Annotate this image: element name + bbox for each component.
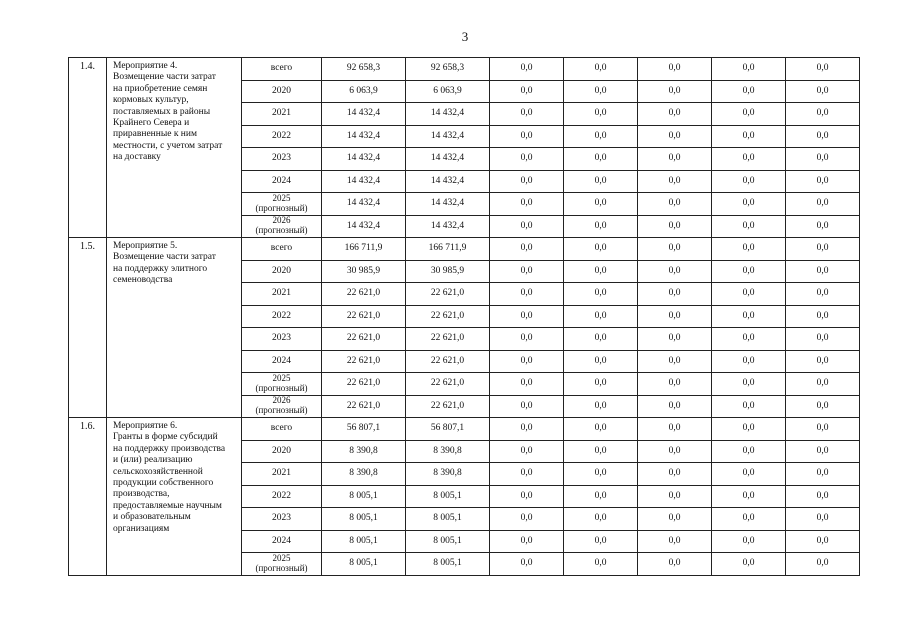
description-line: и образовательным <box>113 512 191 523</box>
amount-cell: 0,0 <box>490 215 564 238</box>
total-amount-cell: 22 621,0 <box>322 305 406 328</box>
budget-amount-cell: 14 432,4 <box>406 148 490 171</box>
description-line: на приобретение семян <box>113 83 208 94</box>
amount-cell: 0,0 <box>638 463 712 486</box>
amount-cell: 0,0 <box>786 508 860 531</box>
amount-cell: 0,0 <box>638 238 712 261</box>
period-note: (прогнозный) <box>255 225 308 236</box>
amount-cell: 0,0 <box>490 440 564 463</box>
amount-cell: 0,0 <box>564 260 638 283</box>
amount-cell: 0,0 <box>786 440 860 463</box>
description-line: Крайнего Севера и <box>113 117 190 128</box>
amount-cell: 0,0 <box>564 80 638 103</box>
table-row <box>69 58 860 81</box>
amount-cell: 0,0 <box>564 463 638 486</box>
description-line: и (или) реализацию <box>113 455 193 466</box>
amount-cell: 0,0 <box>564 125 638 148</box>
amount-cell: 0,0 <box>786 553 860 576</box>
amount-cell: 0,0 <box>638 80 712 103</box>
item-code: 1.5. <box>69 238 107 418</box>
amount-cell: 0,0 <box>490 350 564 373</box>
amount-cell: 0,0 <box>712 283 786 306</box>
budget-amount-cell: 166 711,9 <box>406 238 490 261</box>
period-year: 2025 <box>272 192 291 203</box>
budget-amount-cell: 92 658,3 <box>406 58 490 81</box>
amount-cell: 0,0 <box>786 350 860 373</box>
budget-amount-cell: 14 432,4 <box>406 193 490 216</box>
period-cell: 2024 <box>242 530 322 553</box>
amount-cell: 0,0 <box>786 148 860 171</box>
total-amount-cell: 8 390,8 <box>322 463 406 486</box>
description-line: на доставку <box>113 152 161 163</box>
amount-cell: 0,0 <box>786 373 860 396</box>
total-amount-cell: 14 432,4 <box>322 148 406 171</box>
table-row <box>69 418 860 441</box>
budget-amount-cell: 56 807,1 <box>406 418 490 441</box>
budget-amount-cell: 8 005,1 <box>406 553 490 576</box>
amount-cell: 0,0 <box>638 170 712 193</box>
budget-amount-cell: 14 432,4 <box>406 215 490 238</box>
amount-cell: 0,0 <box>490 395 564 418</box>
amount-cell: 0,0 <box>712 260 786 283</box>
period-cell: всего <box>242 58 322 81</box>
description-line: поставляемых в районы <box>113 106 211 117</box>
budget-amount-cell: 8 005,1 <box>406 485 490 508</box>
amount-cell: 0,0 <box>638 283 712 306</box>
amount-cell: 0,0 <box>638 305 712 328</box>
description-line: Возмещение части затрат <box>113 252 216 263</box>
description-line: приравненные к ним <box>113 129 197 140</box>
period-cell: всего <box>242 418 322 441</box>
amount-cell: 0,0 <box>638 440 712 463</box>
amount-cell: 0,0 <box>490 103 564 126</box>
total-amount-cell: 6 063,9 <box>322 80 406 103</box>
amount-cell: 0,0 <box>712 440 786 463</box>
item-description <box>107 58 242 238</box>
period-cell: 2022 <box>242 305 322 328</box>
description-line: семеноводства <box>113 275 173 286</box>
budget-amount-cell: 14 432,4 <box>406 103 490 126</box>
description-line: Мероприятие 4. <box>113 61 178 71</box>
amount-cell: 0,0 <box>712 418 786 441</box>
period-cell <box>242 553 322 576</box>
amount-cell: 0,0 <box>712 58 786 81</box>
total-amount-cell: 8 005,1 <box>322 485 406 508</box>
amount-cell: 0,0 <box>638 260 712 283</box>
amount-cell: 0,0 <box>712 80 786 103</box>
amount-cell: 0,0 <box>638 395 712 418</box>
amount-cell: 0,0 <box>712 125 786 148</box>
amount-cell: 0,0 <box>490 553 564 576</box>
amount-cell: 0,0 <box>490 508 564 531</box>
budget-amount-cell: 22 621,0 <box>406 305 490 328</box>
budget-amount-cell: 14 432,4 <box>406 125 490 148</box>
amount-cell: 0,0 <box>564 485 638 508</box>
description-line: Мероприятие 6. <box>113 421 178 431</box>
period-cell <box>242 373 322 396</box>
description-line: Возмещение части затрат <box>113 72 216 83</box>
period-cell: 2024 <box>242 350 322 373</box>
amount-cell: 0,0 <box>564 373 638 396</box>
total-amount-cell: 22 621,0 <box>322 373 406 396</box>
amount-cell: 0,0 <box>712 395 786 418</box>
total-amount-cell: 22 621,0 <box>322 350 406 373</box>
period-cell: 2021 <box>242 463 322 486</box>
total-amount-cell: 56 807,1 <box>322 418 406 441</box>
budget-amount-cell: 8 390,8 <box>406 463 490 486</box>
amount-cell: 0,0 <box>564 530 638 553</box>
amount-cell: 0,0 <box>712 463 786 486</box>
budget-amount-cell: 22 621,0 <box>406 350 490 373</box>
amount-cell: 0,0 <box>490 485 564 508</box>
amount-cell: 0,0 <box>786 215 860 238</box>
amount-cell: 0,0 <box>786 485 860 508</box>
amount-cell: 0,0 <box>638 193 712 216</box>
amount-cell: 0,0 <box>490 125 564 148</box>
total-amount-cell: 14 432,4 <box>322 193 406 216</box>
amount-cell: 0,0 <box>638 328 712 351</box>
period-cell: 2020 <box>242 260 322 283</box>
total-amount-cell: 22 621,0 <box>322 395 406 418</box>
amount-cell: 0,0 <box>638 58 712 81</box>
amount-cell: 0,0 <box>712 103 786 126</box>
amount-cell: 0,0 <box>564 103 638 126</box>
amount-cell: 0,0 <box>564 193 638 216</box>
item-description <box>107 418 242 576</box>
period-note: (прогнозный) <box>255 382 308 393</box>
amount-cell: 0,0 <box>564 440 638 463</box>
total-amount-cell: 8 390,8 <box>322 440 406 463</box>
amount-cell: 0,0 <box>564 215 638 238</box>
item-description <box>107 238 242 418</box>
amount-cell: 0,0 <box>564 395 638 418</box>
amount-cell: 0,0 <box>786 125 860 148</box>
amount-cell: 0,0 <box>638 485 712 508</box>
total-amount-cell: 14 432,4 <box>322 215 406 238</box>
amount-cell: 0,0 <box>490 170 564 193</box>
amount-cell: 0,0 <box>712 328 786 351</box>
total-amount-cell: 166 711,9 <box>322 238 406 261</box>
period-cell: 2022 <box>242 485 322 508</box>
funding-table <box>68 57 860 576</box>
amount-cell: 0,0 <box>786 328 860 351</box>
amount-cell: 0,0 <box>638 215 712 238</box>
amount-cell: 0,0 <box>490 463 564 486</box>
budget-amount-cell: 22 621,0 <box>406 283 490 306</box>
budget-amount-cell: 22 621,0 <box>406 373 490 396</box>
amount-cell: 0,0 <box>786 395 860 418</box>
item-code: 1.4. <box>69 58 107 238</box>
period-cell: 2020 <box>242 440 322 463</box>
amount-cell: 0,0 <box>564 305 638 328</box>
table-row <box>69 238 860 261</box>
period-cell: 2021 <box>242 103 322 126</box>
description-line: на поддержку производства <box>113 443 226 454</box>
amount-cell: 0,0 <box>638 530 712 553</box>
period-cell: 2023 <box>242 148 322 171</box>
period-cell <box>242 395 322 418</box>
amount-cell: 0,0 <box>712 485 786 508</box>
amount-cell: 0,0 <box>490 328 564 351</box>
amount-cell: 0,0 <box>638 418 712 441</box>
amount-cell: 0,0 <box>786 305 860 328</box>
description-line: продукции собственного <box>113 477 214 488</box>
description-line: организациям <box>113 523 170 534</box>
amount-cell: 0,0 <box>490 148 564 171</box>
amount-cell: 0,0 <box>490 260 564 283</box>
amount-cell: 0,0 <box>564 350 638 373</box>
amount-cell: 0,0 <box>564 418 638 441</box>
amount-cell: 0,0 <box>490 530 564 553</box>
total-amount-cell: 8 005,1 <box>322 553 406 576</box>
budget-amount-cell: 6 063,9 <box>406 80 490 103</box>
period-note: (прогнозный) <box>255 562 308 573</box>
period-cell <box>242 193 322 216</box>
period-cell: 2023 <box>242 508 322 531</box>
total-amount-cell: 14 432,4 <box>322 170 406 193</box>
amount-cell: 0,0 <box>638 373 712 396</box>
description-line: Мероприятие 5. <box>113 241 178 251</box>
amount-cell: 0,0 <box>786 80 860 103</box>
description-line: производства, <box>113 489 170 500</box>
amount-cell: 0,0 <box>786 530 860 553</box>
amount-cell: 0,0 <box>712 215 786 238</box>
period-note: (прогнозный) <box>255 202 308 213</box>
amount-cell: 0,0 <box>490 193 564 216</box>
amount-cell: 0,0 <box>786 103 860 126</box>
table-body <box>69 58 860 576</box>
amount-cell: 0,0 <box>712 148 786 171</box>
amount-cell: 0,0 <box>786 463 860 486</box>
amount-cell: 0,0 <box>786 283 860 306</box>
amount-cell: 0,0 <box>712 193 786 216</box>
amount-cell: 0,0 <box>712 508 786 531</box>
amount-cell: 0,0 <box>638 125 712 148</box>
amount-cell: 0,0 <box>490 80 564 103</box>
description-line: местности, с учетом затрат <box>113 140 223 151</box>
amount-cell: 0,0 <box>564 283 638 306</box>
amount-cell: 0,0 <box>490 238 564 261</box>
total-amount-cell: 8 005,1 <box>322 530 406 553</box>
period-note: (прогнозный) <box>255 405 308 416</box>
amount-cell: 0,0 <box>712 350 786 373</box>
total-amount-cell: 14 432,4 <box>322 125 406 148</box>
amount-cell: 0,0 <box>712 170 786 193</box>
total-amount-cell: 14 432,4 <box>322 103 406 126</box>
amount-cell: 0,0 <box>564 238 638 261</box>
total-amount-cell: 30 985,9 <box>322 260 406 283</box>
period-cell: 2024 <box>242 170 322 193</box>
amount-cell: 0,0 <box>490 305 564 328</box>
page-number: 3 <box>461 29 469 44</box>
amount-cell: 0,0 <box>786 58 860 81</box>
budget-amount-cell: 8 390,8 <box>406 440 490 463</box>
amount-cell: 0,0 <box>712 373 786 396</box>
amount-cell: 0,0 <box>564 170 638 193</box>
budget-amount-cell: 22 621,0 <box>406 328 490 351</box>
period-cell: 2022 <box>242 125 322 148</box>
amount-cell: 0,0 <box>490 418 564 441</box>
budget-amount-cell: 22 621,0 <box>406 395 490 418</box>
amount-cell: 0,0 <box>490 58 564 81</box>
amount-cell: 0,0 <box>490 283 564 306</box>
total-amount-cell: 22 621,0 <box>322 283 406 306</box>
budget-amount-cell: 8 005,1 <box>406 530 490 553</box>
period-year: 2026 <box>272 395 291 406</box>
amount-cell: 0,0 <box>564 148 638 171</box>
amount-cell: 0,0 <box>712 305 786 328</box>
period-year: 2025 <box>272 372 291 383</box>
period-cell: 2023 <box>242 328 322 351</box>
amount-cell: 0,0 <box>786 170 860 193</box>
amount-cell: 0,0 <box>786 260 860 283</box>
amount-cell: 0,0 <box>786 193 860 216</box>
item-code: 1.6. <box>69 418 107 576</box>
amount-cell: 0,0 <box>490 373 564 396</box>
amount-cell: 0,0 <box>786 418 860 441</box>
budget-amount-cell: 14 432,4 <box>406 170 490 193</box>
amount-cell: 0,0 <box>638 103 712 126</box>
amount-cell: 0,0 <box>638 148 712 171</box>
description-line: на поддержку элитного <box>113 263 208 274</box>
budget-amount-cell: 8 005,1 <box>406 508 490 531</box>
total-amount-cell: 22 621,0 <box>322 328 406 351</box>
period-cell <box>242 215 322 238</box>
period-year: 2025 <box>272 552 291 563</box>
amount-cell: 0,0 <box>564 553 638 576</box>
amount-cell: 0,0 <box>564 58 638 81</box>
amount-cell: 0,0 <box>638 508 712 531</box>
description-line: кормовых культур, <box>113 95 189 106</box>
amount-cell: 0,0 <box>712 530 786 553</box>
amount-cell: 0,0 <box>638 350 712 373</box>
total-amount-cell: 92 658,3 <box>322 58 406 81</box>
period-cell: 2020 <box>242 80 322 103</box>
period-cell: 2021 <box>242 283 322 306</box>
period-year: 2026 <box>272 215 291 226</box>
description-line: сельскохозяйственной <box>113 466 203 477</box>
period-cell: всего <box>242 238 322 261</box>
amount-cell: 0,0 <box>638 553 712 576</box>
amount-cell: 0,0 <box>564 328 638 351</box>
description-line: Гранты в форме субсидий <box>113 432 218 443</box>
budget-amount-cell: 30 985,9 <box>406 260 490 283</box>
amount-cell: 0,0 <box>564 508 638 531</box>
amount-cell: 0,0 <box>712 238 786 261</box>
total-amount-cell: 8 005,1 <box>322 508 406 531</box>
description-line: предоставляемые научным <box>113 500 222 511</box>
amount-cell: 0,0 <box>712 553 786 576</box>
amount-cell: 0,0 <box>786 238 860 261</box>
